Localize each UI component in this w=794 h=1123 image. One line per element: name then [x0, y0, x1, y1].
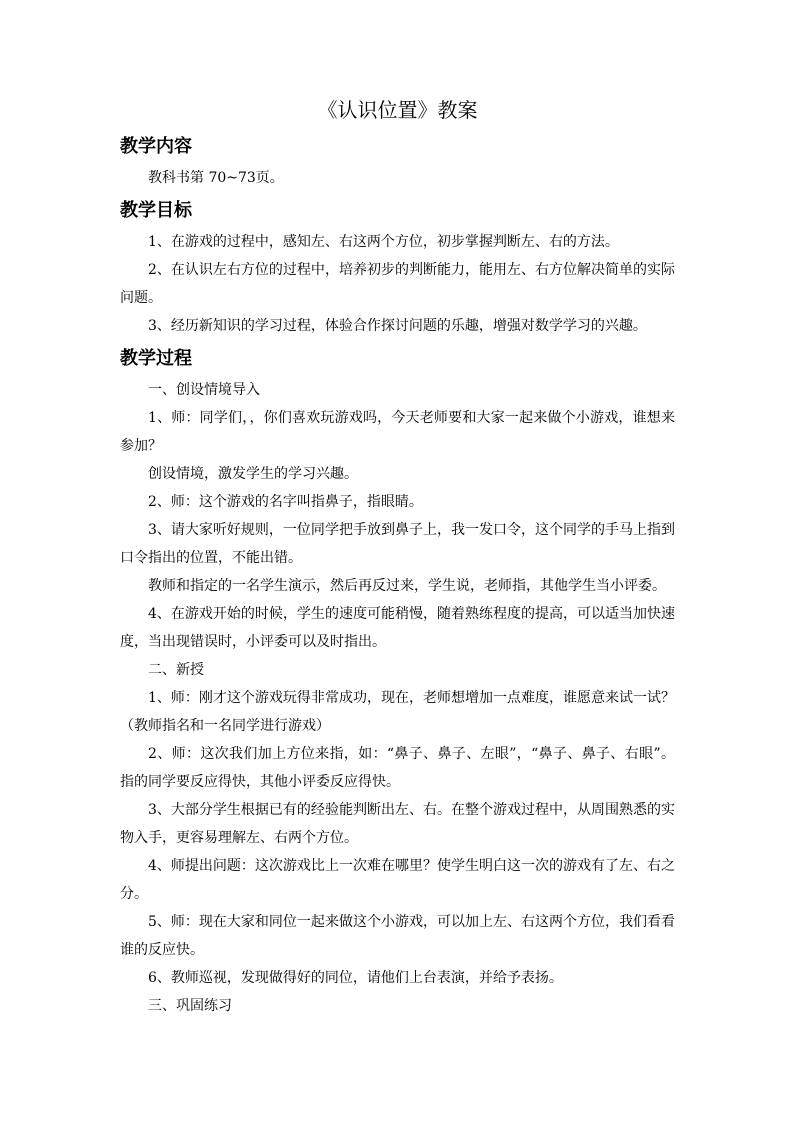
paragraph: 6、教师巡视，发现做得好的同位，请他们上台表演，并给予表扬。 [148, 970, 563, 986]
paragraph: 3、经历新知识的学习过程，体验合作探讨问题的乐趣，增强对数学学习的兴趣。 [148, 318, 647, 334]
paragraph: 3、请大家听好规则，一位同学把手放到鼻子上，我一发口令，这个同学的手马上指到口令指出的位置，不能出错。 [120, 522, 675, 566]
paragraph: 三、巩固练习 [148, 998, 232, 1014]
paragraph: 1、师：刚才这个游戏玩得非常成功，现在，老师想增加一点难度，谁愿意来试一试？（教师指名和一名同学进行游戏） [120, 690, 675, 734]
section-teaching-goals [120, 198, 675, 340]
paragraph: 1、师：同学们，，你们喜欢玩游戏吗，今天老师要和大家一起来做个小游戏，谁想来参加？ [120, 410, 675, 454]
paragraph: 2、师：这个游戏的名字叫指鼻子，指眼睛。 [148, 494, 423, 510]
paragraph: 创设情境，激发学生的学习兴趣。 [148, 466, 358, 482]
section-heading: 教学内容 [120, 136, 192, 157]
paragraph: 教师和指定的一名学生演示，然后再反过来，学生说，老师指，其他学生当小评委。 [148, 578, 666, 594]
paragraph: 4、在游戏开始的时候，学生的速度可能稍慢，随着熟练程度的提高，可以适当加快速度，当出现错误时，小评委可以及时指出。 [120, 606, 675, 650]
paragraph: 1、在游戏的过程中，感知左、右这两个方位，初步掌握判断左、右的方法。 [148, 234, 619, 250]
paragraph: 4、师提出问题：这次游戏比上一次难在哪里？使学生明白这一次的游戏有了左、右之分。 [120, 858, 675, 902]
section-heading: 教学过程 [120, 348, 192, 369]
section-heading: 教学目标 [120, 200, 192, 221]
section-teaching-content [120, 134, 675, 192]
paragraph: 二、新授 [148, 662, 204, 678]
document-page [120, 96, 675, 1020]
paragraph: 3、大部分学生根据已有的经验能判断出左、右。在整个游戏过程中，从周围熟悉的实物入手，更容易理解左、右两个方位。 [120, 802, 675, 846]
section-teaching-process [120, 346, 675, 1020]
paragraph: 2、师：这次我们加上方位来指，如：“鼻子、鼻子、左眼”，“鼻子、鼻子、右眼”。指的同学要反应得快，其他小评委反应得快。 [120, 746, 675, 790]
paragraph: 一、创设情境导入 [148, 382, 260, 398]
paragraph: 教科书第 70~73页。 [148, 170, 284, 186]
document-title: 《认识位置》教案 [317, 98, 478, 122]
paragraph: 2、在认识左右方位的过程中，培养初步的判断能力，能用左、右方位解决简单的实际问题。 [120, 262, 675, 306]
paragraph: 5、师：现在大家和同位一起来做这个小游戏，可以加上左、右这两个方位，我们看看谁的反应快。 [120, 914, 675, 958]
